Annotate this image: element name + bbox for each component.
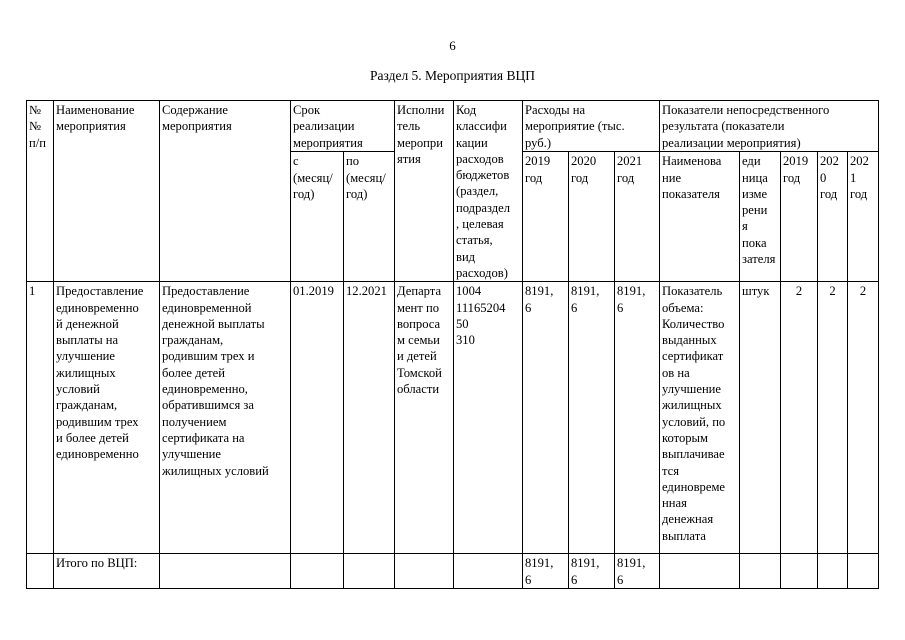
total-exp-2019: 8191, 6 <box>523 554 569 589</box>
total-num <box>27 554 54 589</box>
row-executor: Департа мент по вопроса м семьи и детей Томской области <box>395 282 454 554</box>
total-ind-name <box>660 554 740 589</box>
header-expenses: Расходы на мероприятие (тыс. руб.) <box>523 101 660 152</box>
header-term-from: с (месяц/ год) <box>291 152 344 282</box>
row-num: 1 <box>27 282 54 554</box>
header-term: Срок реализации мероприятия <box>291 101 395 152</box>
header-code: Код классифи кации расходов бюджетов (раздел, подраздел , целевая статья, вид расходов) <box>454 101 523 282</box>
total-ind-2021 <box>848 554 879 589</box>
header-ind-2021: 202 1 год <box>848 152 879 282</box>
measures-table <box>26 100 879 589</box>
row-ind-2020: 2 <box>818 282 848 554</box>
total-row <box>27 554 879 589</box>
row-content: Предоставление единовременной денежной выплаты гражданам, родившим трех и более детей единовременно, обратившимся за получением сертификата на улучшение жилищных условий <box>160 282 291 554</box>
row-ind-2021: 2 <box>848 282 879 554</box>
table-row <box>27 282 879 554</box>
header-ind-name: Наименова ние показателя <box>660 152 740 282</box>
header-exp-2020: 2020 год <box>569 152 615 282</box>
row-term-from: 01.2019 <box>291 282 344 554</box>
header-term-to: по (месяц/ год) <box>344 152 395 282</box>
header-ind-2020: 202 0 год <box>818 152 848 282</box>
row-term-to: 12.2021 <box>344 282 395 554</box>
header-indicators: Показатели непосредственного результата (показатели реализации мероприятия) <box>660 101 879 152</box>
total-term-from <box>291 554 344 589</box>
row-ind-2019: 2 <box>781 282 818 554</box>
section-title: Раздел 5. Мероприятия ВЦП <box>370 68 535 83</box>
row-name: Предоставление единовременно й денежной выплаты на улучшение жилищных условий гражданам, родившим трех и более детей единовременно <box>54 282 160 554</box>
total-executor <box>395 554 454 589</box>
header-exp-2019: 2019 год <box>523 152 569 282</box>
header-ind-2019: 2019 год <box>781 152 818 282</box>
row-exp-2021: 8191, 6 <box>615 282 660 554</box>
header-content: Содержание мероприятия <box>160 101 291 282</box>
total-ind-2020 <box>818 554 848 589</box>
row-ind-name: Показатель объема: Количество выданных сертификат ов на улучшение жилищных условий, по которым выплачивае тся единовреме нная денежная выплата <box>660 282 740 554</box>
header-executor: Исполни тель меропри ятия <box>395 101 454 282</box>
row-code: 1004 11165204 50 310 <box>454 282 523 554</box>
total-exp-2021: 8191, 6 <box>615 554 660 589</box>
total-ind-2019 <box>781 554 818 589</box>
header-num: № № п/п <box>27 101 54 282</box>
total-term-to <box>344 554 395 589</box>
total-label: Итого по ВЦП: <box>54 554 160 589</box>
row-exp-2019: 8191, 6 <box>523 282 569 554</box>
header-row-1 <box>27 101 879 152</box>
row-exp-2020: 8191, 6 <box>569 282 615 554</box>
total-content <box>160 554 291 589</box>
header-name: Наименование мероприятия <box>54 101 160 282</box>
row-ind-unit: штук <box>740 282 781 554</box>
header-ind-unit: еди ница изме рени я пока зателя <box>740 152 781 282</box>
total-exp-2020: 8191, 6 <box>569 554 615 589</box>
total-ind-unit <box>740 554 781 589</box>
page-number: 6 <box>449 38 456 53</box>
total-code <box>454 554 523 589</box>
header-exp-2021: 2021 год <box>615 152 660 282</box>
